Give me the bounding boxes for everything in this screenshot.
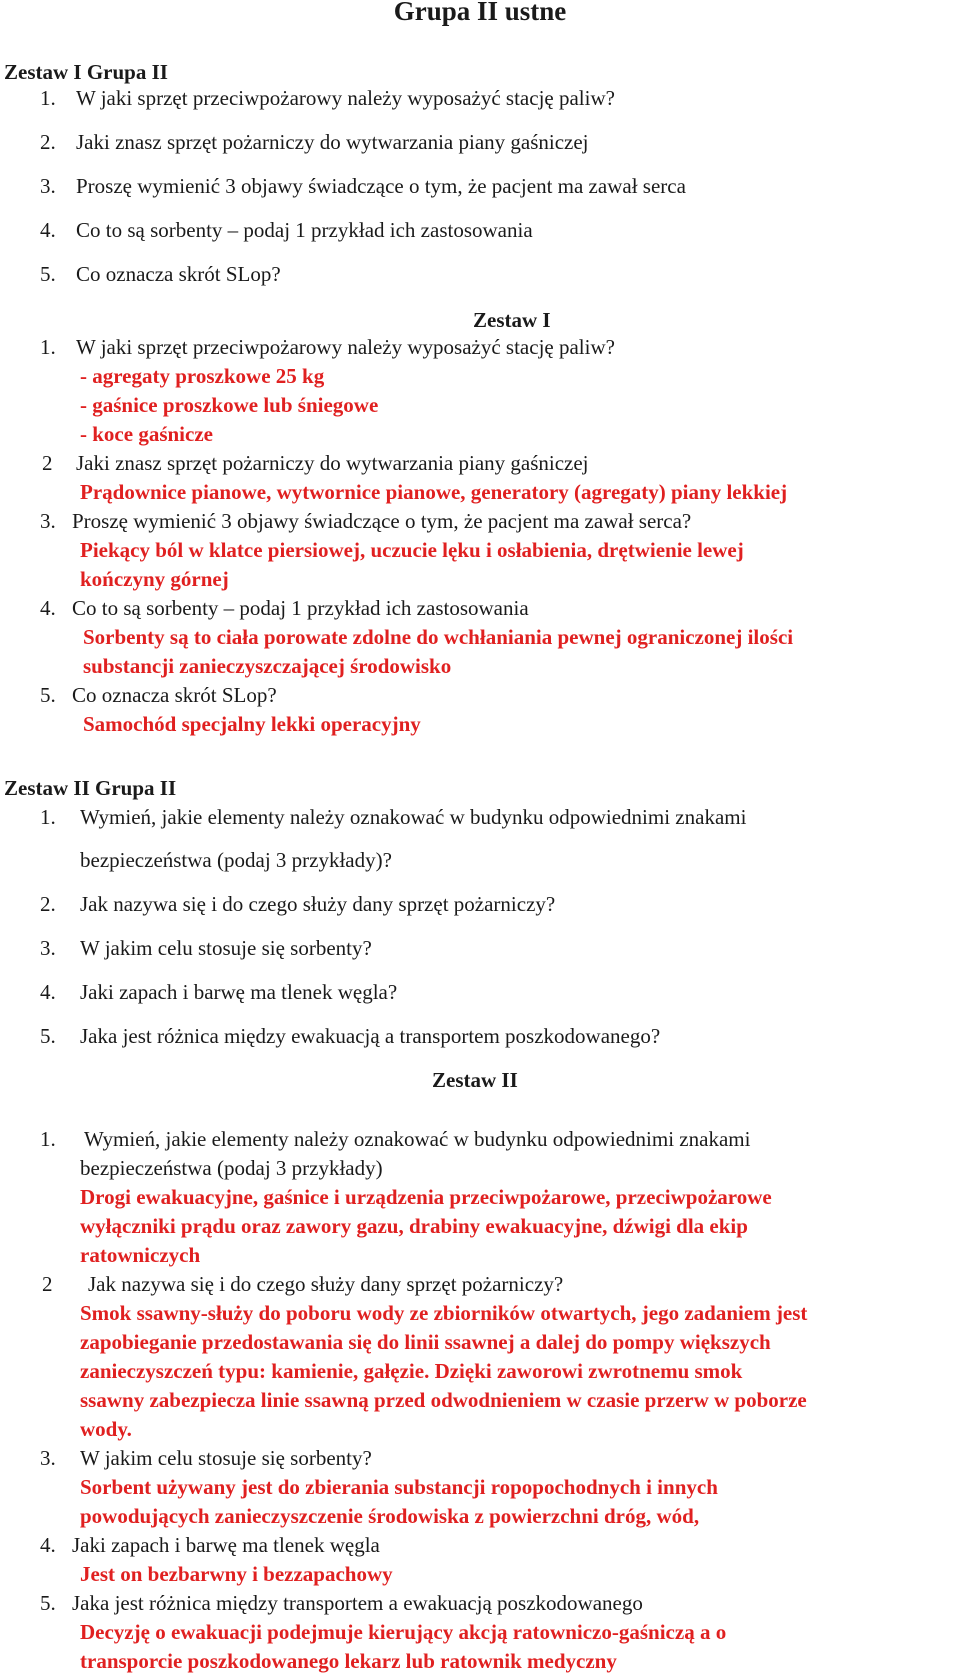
question-number: 4.: [40, 218, 56, 242]
answer-line: wody.: [80, 1417, 132, 1441]
question-text: Wymień, jakie elementy należy oznakować w budynku odpowiednimi znakami: [80, 805, 747, 829]
question-number: 1.: [40, 86, 56, 110]
question-text: Jaki zapach i barwę ma tlenek węgla?: [80, 980, 398, 1004]
answer-line: Smok ssawny-służy do poboru wody ze zbiorników otwartych, jego zadaniem jest: [80, 1301, 808, 1325]
question-number: 3.: [40, 936, 56, 960]
question-text: W jaki sprzęt przeciwpożarowy należy wyposażyć stację paliw?: [76, 335, 615, 359]
question-text: Co oznacza skrót SLop?: [76, 262, 281, 286]
section-heading: Zestaw II Grupa II: [4, 776, 177, 800]
question-text: Jaki znasz sprzęt pożarniczy do wytwarzania piany gaśniczej: [76, 451, 589, 475]
answer-line: wyłączniki prądu oraz zawory gazu, drabiny ewakuacyjne, dźwigi dla ekip: [80, 1214, 748, 1238]
answer-line: Prądownice pianowe, wytwornice pianowe, generatory (agregaty) piany lekkiej: [80, 480, 788, 504]
answer-line: substancji zanieczyszczającej środowisko: [83, 654, 452, 678]
page-title: Grupa II ustne: [393, 0, 567, 26]
answer-line: ssawny zabezpiecza linie ssawną przed odwodnieniem w czasie przerw w poborze: [80, 1388, 807, 1412]
question-number: 2: [42, 451, 53, 475]
answer-line: Drogi ewakuacyjne, gaśnice i urządzenia przeciwpożarowe, przeciwpożarowe: [80, 1185, 772, 1209]
question-number: 1.: [40, 805, 56, 829]
answer-line: Samochód specjalny lekki operacyjny: [83, 712, 421, 736]
question-text: bezpieczeństwa (podaj 3 przykłady): [80, 1156, 383, 1180]
answer-line: Decyzję o ewakuacji podejmuje kierujący akcją ratowniczo-gaśniczą a o: [80, 1620, 727, 1644]
question-text: W jakim celu stosuje się sorbenty?: [80, 1446, 372, 1470]
question-text: Jaka jest różnica między ewakuacją a transportem poszkodowanego?: [80, 1024, 661, 1048]
question-number: 4.: [40, 980, 56, 1004]
question-text: Jaki znasz sprzęt pożarniczy do wytwarzania piany gaśniczej: [76, 130, 589, 154]
answers-heading: Zestaw II: [432, 1068, 518, 1092]
question-text: Co to są sorbenty – podaj 1 przykład ich zastosowania: [72, 596, 529, 620]
question-text: Wymień, jakie elementy należy oznakować w budynku odpowiednimi znakami: [84, 1127, 751, 1151]
answer-line: - koce gaśnicze: [80, 422, 213, 446]
question-text: bezpieczeństwa (podaj 3 przykłady)?: [80, 848, 392, 872]
question-number: 5.: [40, 683, 56, 707]
answer-line: zapobieganie przedostawania się do linii ssawnej a dalej do pompy większych: [80, 1330, 771, 1354]
answer-line: zanieczyszczeń typu: kamienie, gałęzie. Dzięki zaworowi zwrotnemu smok: [80, 1359, 743, 1383]
question-text: Co oznacza skrót SLop?: [72, 683, 277, 707]
question-text: Proszę wymienić 3 objawy świadczące o tym, że pacjent ma zawał serca: [76, 174, 686, 198]
question-number: 5.: [40, 262, 56, 286]
answer-line: Jest on bezbarwny i bezzapachowy: [80, 1562, 393, 1586]
question-number: 5.: [40, 1591, 56, 1615]
question-number: 2.: [40, 892, 56, 916]
answer-line: transporcie poszkodowanego lekarz lub ratownik medyczny: [80, 1649, 617, 1673]
question-text: W jakim celu stosuje się sorbenty?: [80, 936, 372, 960]
question-text: Proszę wymienić 3 objawy świadczące o tym, że pacjent ma zawał serca?: [72, 509, 692, 533]
question-text: Jak nazywa się i do czego służy dany sprzęt pożarniczy?: [88, 1272, 564, 1296]
question-text: Jak nazywa się i do czego służy dany sprzęt pożarniczy?: [80, 892, 556, 916]
question-number: 1.: [40, 335, 56, 359]
answer-line: - gaśnice proszkowe lub śniegowe: [80, 393, 379, 417]
section-heading: Zestaw I Grupa II: [4, 60, 168, 84]
question-number: 4.: [40, 596, 56, 620]
answer-line: Piekący ból w klatce piersiowej, uczucie lęku i osłabienia, drętwienie lewej: [80, 538, 744, 562]
question-number: 3.: [40, 509, 56, 533]
answer-line: ratowniczych: [80, 1243, 201, 1267]
answer-line: Sorbent używany jest do zbierania substancji ropopochodnych i innych: [80, 1475, 718, 1499]
question-number: 3.: [40, 1446, 56, 1470]
question-text: Co to są sorbenty – podaj 1 przykład ich zastosowania: [76, 218, 533, 242]
question-text: Jaka jest różnica między transportem a ewakuacją poszkodowanego: [72, 1591, 643, 1615]
question-text: W jaki sprzęt przeciwpożarowy należy wyposażyć stację paliw?: [76, 86, 615, 110]
question-number: 5.: [40, 1024, 56, 1048]
question-text: Jaki zapach i barwę ma tlenek węgla: [72, 1533, 380, 1557]
answer-line: - agregaty proszkowe 25 kg: [80, 364, 325, 388]
answer-line: kończyny górnej: [80, 567, 229, 591]
answer-line: powodujących zanieczyszczenie środowiska z powierzchni dróg, wód,: [80, 1504, 700, 1528]
question-number: 3.: [40, 174, 56, 198]
question-number: 2: [42, 1272, 53, 1296]
answers-heading: Zestaw I: [473, 308, 551, 332]
answer-line: Sorbenty są to ciała porowate zdolne do wchłaniania pewnej ograniczonej ilości: [83, 625, 794, 649]
question-number: 2.: [40, 130, 56, 154]
question-number: 1.: [40, 1127, 56, 1151]
question-number: 4.: [40, 1533, 56, 1557]
